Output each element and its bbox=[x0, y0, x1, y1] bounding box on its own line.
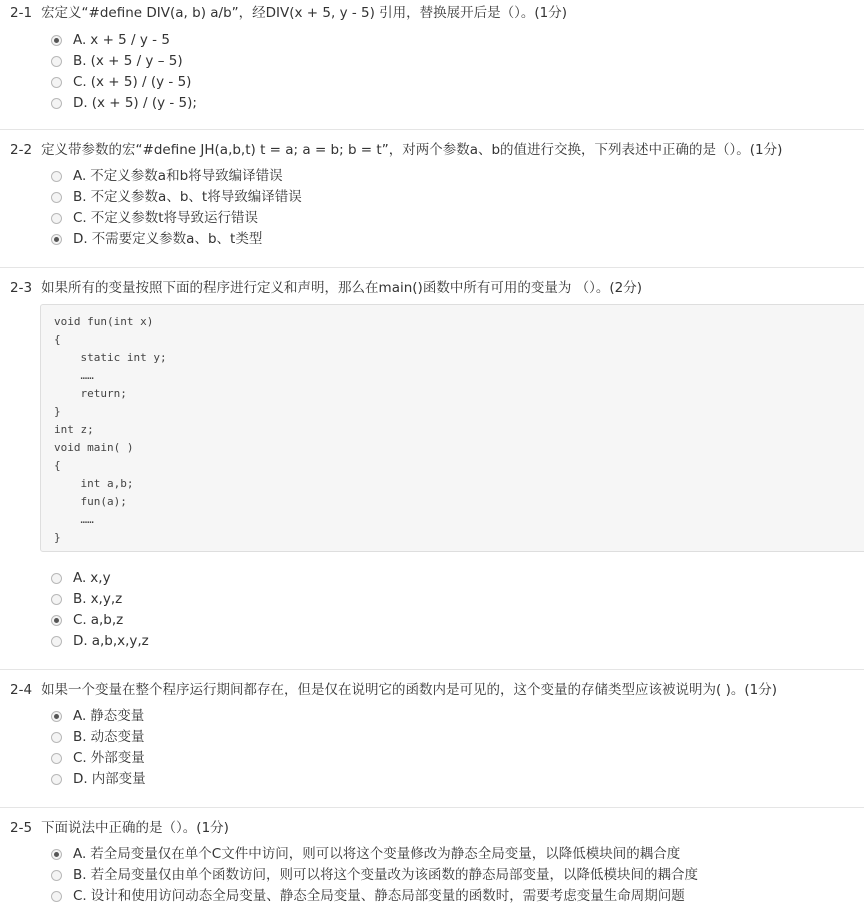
option-a[interactable] bbox=[51, 568, 149, 589]
code-line: } bbox=[54, 405, 61, 418]
option-d[interactable] bbox=[51, 769, 146, 790]
question-stem bbox=[10, 140, 782, 160]
question-2-1 bbox=[0, 0, 864, 130]
option-key: B. bbox=[73, 867, 87, 883]
option-b[interactable] bbox=[51, 865, 698, 886]
option-a[interactable] bbox=[51, 844, 698, 865]
option-text: 外部变量 bbox=[90, 750, 145, 766]
option-b[interactable] bbox=[51, 51, 197, 72]
question-2-5 bbox=[0, 808, 864, 908]
option-key: D. bbox=[73, 95, 88, 111]
option-text: 静态变量 bbox=[90, 708, 145, 724]
question-number: 2-4 bbox=[10, 682, 33, 698]
question-text: 下面说法中正确的是（）。(1分) bbox=[41, 820, 229, 836]
option-key: D. bbox=[73, 231, 88, 247]
radio-icon[interactable] bbox=[51, 77, 62, 88]
radio-icon[interactable] bbox=[51, 636, 62, 647]
code-line: { bbox=[54, 333, 61, 346]
question-stem bbox=[10, 278, 642, 298]
question-number: 2-1 bbox=[10, 5, 33, 21]
option-a[interactable] bbox=[51, 166, 302, 187]
radio-icon[interactable] bbox=[51, 56, 62, 67]
option-text: a,b,z bbox=[90, 612, 124, 628]
radio-checked-icon[interactable] bbox=[51, 711, 62, 722]
code-line: fun(a); bbox=[54, 495, 127, 508]
question-2-3 bbox=[0, 268, 864, 670]
option-d[interactable] bbox=[51, 631, 149, 652]
option-key: C. bbox=[73, 750, 87, 766]
radio-icon[interactable] bbox=[51, 171, 62, 182]
option-text: 不定义参数t将导致运行错误 bbox=[90, 210, 259, 226]
option-text: (x + 5) / (y - 5); bbox=[91, 95, 197, 111]
code-line: static int y; bbox=[54, 351, 167, 364]
code-line: return; bbox=[54, 387, 127, 400]
radio-checked-icon[interactable] bbox=[51, 849, 62, 860]
option-key: A. bbox=[73, 570, 87, 586]
option-d[interactable] bbox=[51, 93, 197, 114]
option-list bbox=[51, 706, 146, 790]
radio-icon[interactable] bbox=[51, 573, 62, 584]
option-a[interactable] bbox=[51, 30, 197, 51]
question-number: 2-2 bbox=[10, 142, 33, 158]
radio-icon[interactable] bbox=[51, 213, 62, 224]
question-text: 如果所有的变量按照下面的程序进行定义和声明，那么在main()函数中所有可用的变量为 （）。(2分) bbox=[41, 280, 642, 296]
code-line: } bbox=[54, 531, 61, 544]
option-c[interactable] bbox=[51, 610, 149, 631]
option-list bbox=[51, 166, 302, 250]
code-line: { bbox=[54, 459, 61, 472]
question-text: 定义带参数的宏“#define JH(a,b,t) t = a; a = b; b = t”，对两个参数a、b的值进行交换，下列表述中正确的是（）。(1分) bbox=[41, 142, 783, 158]
radio-checked-icon[interactable] bbox=[51, 234, 62, 245]
option-text: x,y bbox=[90, 570, 111, 586]
option-text: (x + 5) / (y - 5) bbox=[90, 74, 192, 90]
code-line: …… bbox=[54, 513, 94, 526]
option-text: x + 5 / y - 5 bbox=[90, 32, 170, 48]
question-stem bbox=[10, 680, 777, 700]
radio-icon[interactable] bbox=[51, 870, 62, 881]
question-text: 宏定义“#define DIV(a, b) a/b”，经DIV(x + 5, y - 5) 引用，替换展开后是（）。(1分) bbox=[41, 5, 568, 21]
option-a[interactable] bbox=[51, 706, 146, 727]
option-text: (x + 5 / y – 5) bbox=[90, 53, 183, 69]
option-key: C. bbox=[73, 612, 87, 628]
question-stem bbox=[10, 818, 229, 838]
radio-icon[interactable] bbox=[51, 891, 62, 902]
option-text: 若全局变量仅在单个C文件中访问，则可以将这个变量修改为静态全局变量，以降低模块间的耦合度 bbox=[90, 846, 681, 862]
option-key: A. bbox=[73, 32, 87, 48]
option-text: 动态变量 bbox=[90, 729, 145, 745]
option-key: B. bbox=[73, 729, 87, 745]
option-b[interactable] bbox=[51, 589, 149, 610]
code-block bbox=[40, 304, 864, 552]
code-line: void fun(int x) bbox=[54, 315, 154, 328]
option-key: B. bbox=[73, 591, 87, 607]
option-text: 不定义参数a、b、t将导致编译错误 bbox=[90, 189, 302, 205]
question-text: 如果一个变量在整个程序运行期间都存在，但是仅在说明它的函数内是可见的，这个变量的存储类型应该被说明为( )。(1分) bbox=[41, 682, 778, 698]
code-line: void main( ) bbox=[54, 441, 134, 454]
question-number: 2-3 bbox=[10, 280, 33, 296]
option-key: D. bbox=[73, 771, 88, 787]
option-b[interactable] bbox=[51, 727, 146, 748]
option-text: 不定义参数a和b将导致编译错误 bbox=[90, 168, 283, 184]
option-text: 不需要定义参数a、b、t类型 bbox=[91, 231, 263, 247]
radio-checked-icon[interactable] bbox=[51, 615, 62, 626]
option-list bbox=[51, 568, 149, 652]
radio-icon[interactable] bbox=[51, 753, 62, 764]
question-2-2 bbox=[0, 130, 864, 268]
option-key: A. bbox=[73, 846, 87, 862]
radio-icon[interactable] bbox=[51, 774, 62, 785]
radio-checked-icon[interactable] bbox=[51, 35, 62, 46]
radio-icon[interactable] bbox=[51, 192, 62, 203]
option-key: A. bbox=[73, 708, 87, 724]
code-line: …… bbox=[54, 369, 94, 382]
option-c[interactable] bbox=[51, 72, 197, 93]
option-text: 若全局变量仅由单个函数访问，则可以将这个变量改为该函数的静态局部变量，以降低模块间的耦合度 bbox=[90, 867, 699, 883]
option-key: D. bbox=[73, 633, 88, 649]
option-text: 设计和使用访问动态全局变量、静态全局变量、静态局部变量的函数时，需要考虑变量生命周期问题 bbox=[90, 888, 685, 904]
option-key: B. bbox=[73, 53, 87, 69]
option-key: B. bbox=[73, 189, 87, 205]
option-key: C. bbox=[73, 888, 87, 904]
option-text: a,b,x,y,z bbox=[91, 633, 149, 649]
radio-icon[interactable] bbox=[51, 98, 62, 109]
question-number: 2-5 bbox=[10, 820, 33, 836]
option-c[interactable] bbox=[51, 208, 302, 229]
option-text: 内部变量 bbox=[91, 771, 146, 787]
question-stem bbox=[10, 3, 567, 23]
option-c[interactable] bbox=[51, 748, 146, 769]
option-key: C. bbox=[73, 210, 87, 226]
option-d[interactable] bbox=[51, 229, 302, 250]
code-line: int z; bbox=[54, 423, 94, 436]
option-key: A. bbox=[73, 168, 87, 184]
option-text: x,y,z bbox=[90, 591, 123, 607]
code-line: int a,b; bbox=[54, 477, 134, 490]
option-b[interactable] bbox=[51, 187, 302, 208]
radio-icon[interactable] bbox=[51, 732, 62, 743]
option-list bbox=[51, 30, 197, 114]
radio-icon[interactable] bbox=[51, 594, 62, 605]
option-key: C. bbox=[73, 74, 87, 90]
option-list bbox=[51, 844, 698, 907]
question-2-4 bbox=[0, 670, 864, 808]
